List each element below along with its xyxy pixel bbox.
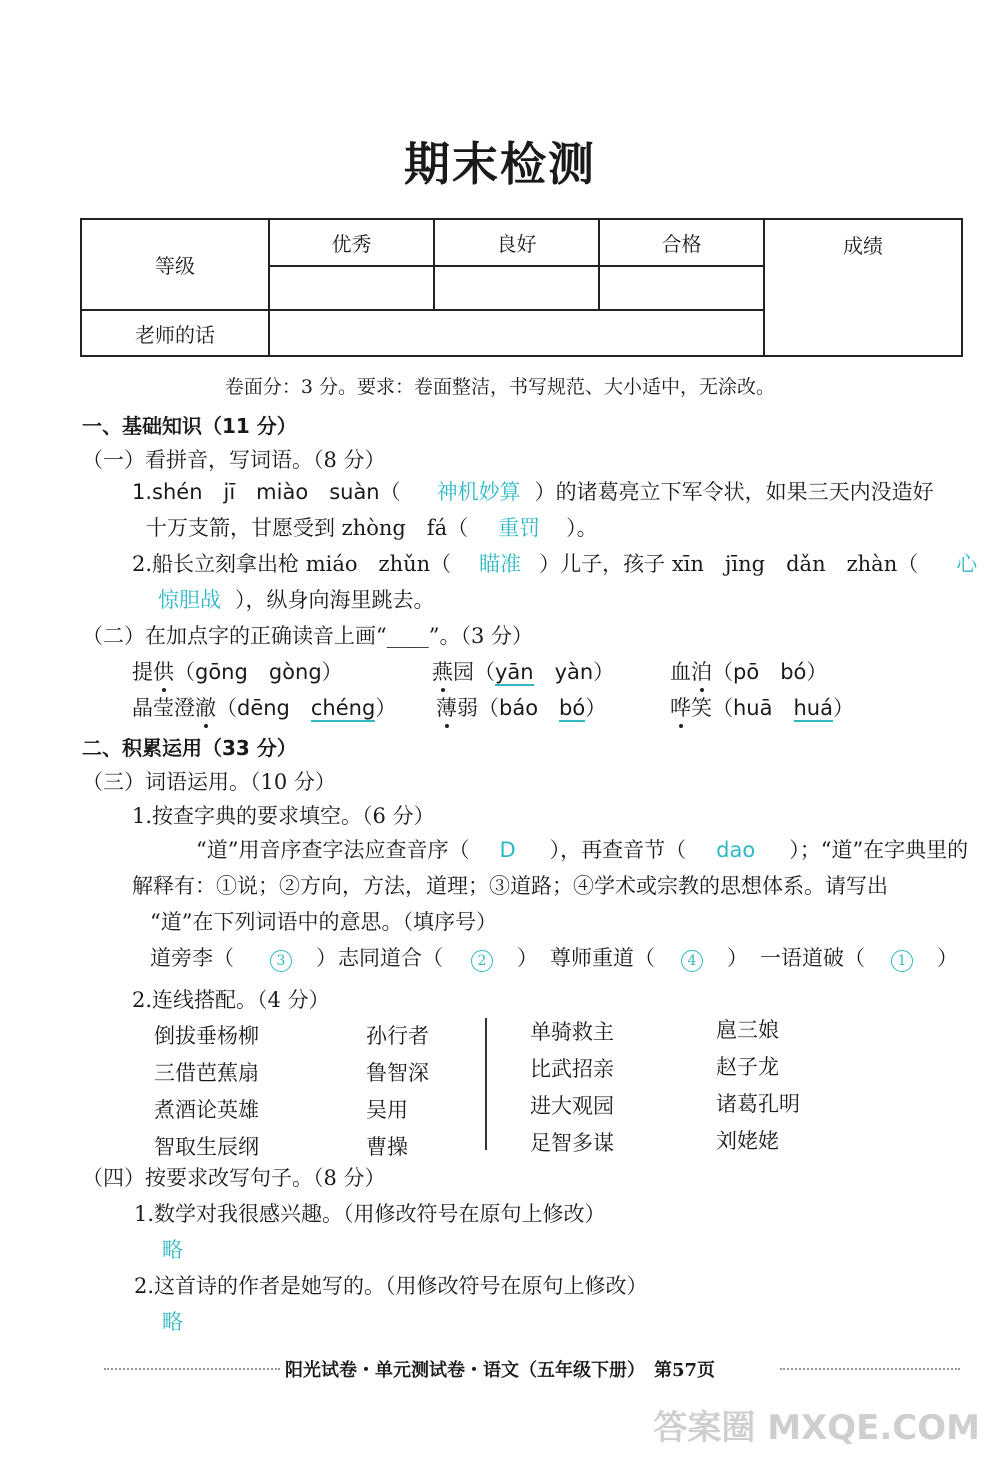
page-title: 期末检测 [404,137,596,191]
answer-6: dao [716,838,756,862]
q4-2-answer: 略 [162,1310,183,1334]
match-item[interactable]: 孙行者 [366,1024,429,1048]
word-2: 志同道合（ 2 ） [338,946,538,970]
match-left-col-b [366,1018,429,1166]
match-item[interactable]: 赵子龙 [716,1055,779,1079]
q4-title: （四）按要求改写句子。（8 分） [82,1166,386,1190]
teacher-words-label: 老师的话 [81,310,269,356]
match-item[interactable]: 倒拔垂杨柳 [154,1024,259,1048]
page-footer: 阳光试卷・单元测试卷・语文（五年级下册） 第57页 [284,1360,716,1381]
q2-item-6: 哗笑（huā huá） [670,692,854,722]
good-header: 良好 [434,219,599,266]
q1-1-line-a: 1.shén jī miào suàn（ 神机妙算 ）的诸葛亮立下军令状，如果三天内没造好 [132,480,934,504]
answer-1: 神机妙算 [436,480,521,504]
grade-table [80,218,963,357]
match-item[interactable]: 吴用 [366,1098,408,1122]
watermark: 答案圈 MXQE.COM [653,1408,980,1448]
word-1: 道旁李（ 3 ） [150,946,337,970]
match-item[interactable]: 煮酒论英雄 [154,1098,259,1122]
q3-1-title: 1.按查字典的要求填空。（6 分） [132,804,435,828]
q1-2-line-a: 2.船长立刻拿出枪 miáo zhǔn（ 瞄准 ）儿子，孩子 xīn jīng dǎn zhàn（ 心 [132,552,978,576]
excellent-header: 优秀 [269,219,434,266]
q3-1-line-a: “道”用音序查字法应查音序（ D ），再查音节（ dao ）；“道”在字典里的 [196,838,969,862]
q2-item-4: 晶莹澄澈（dēng chéng） [132,692,396,722]
answer-4a: 心 [956,552,978,576]
level-label: 等级 [81,219,269,310]
match-item[interactable]: 扈三娘 [716,1018,779,1042]
q1-2-line-b: 惊胆战 ），纵身向海里跳去。 [158,588,435,612]
match-item[interactable]: 鲁智深 [366,1061,429,1085]
q3-1-line-b: 解释有：①说；②方向，方法，道理；③道路；④学术或宗教的思想体系。请写出 [132,874,888,898]
teacher-words-cell[interactable] [269,310,764,356]
match-right-col-a [530,1014,614,1162]
q2-item-1: 提供（gōng gòng） [132,656,343,686]
q4-2-text: 2.这首诗的作者是她写的。（用修改符号在原句上修改） [134,1274,648,1298]
match-item[interactable]: 智取生辰纲 [154,1135,259,1159]
section-1-heading: 一、基础知识（11 分） [82,414,297,438]
match-item[interactable]: 曹操 [366,1135,408,1159]
q4-1-text: 1.数学对我很感兴趣。（用修改符号在原句上修改） [134,1202,606,1226]
q4-1-answer: 略 [162,1238,183,1262]
q2-title: （二）在加点字的正确读音上画“____”。（3 分） [82,624,534,648]
excellent-cell[interactable] [269,266,434,311]
match-item[interactable]: 进大观园 [530,1094,614,1118]
q1-title: （一）看拼音，写词语。（8 分） [82,448,386,472]
q1-1-line-b: 十万支箭，甘愿受到 zhòng fá（ 重罚 ）。 [146,516,598,540]
q3-title: （三）词语运用。（10 分） [82,770,336,794]
q2-item-3: 血泊（pō bó） [670,656,827,686]
pass-header: 合格 [599,219,764,266]
match-item[interactable]: 三借芭蕉扇 [154,1061,259,1085]
q3-1-line-c: “道”在下列词语中的意思。（填序号） [150,910,497,934]
answer-3: 瞄准 [479,552,522,576]
good-cell[interactable] [434,266,599,311]
pass-cell[interactable] [599,266,764,311]
match-item[interactable]: 诸葛孔明 [716,1092,800,1116]
match-item[interactable]: 单骑救主 [530,1020,614,1044]
answer-4b: 惊胆战 [158,588,221,612]
word-4: 一语道破（ 1 ） [760,946,958,970]
match-item[interactable]: 足智多谋 [530,1131,614,1155]
neat-note: 卷面分：3 分。要求：卷面整洁，书写规范、大小适中，无涂改。 [224,376,776,398]
match-left-col-a [154,1018,259,1166]
word-3: 尊师重道（ 4 ） [550,946,748,970]
match-divider [485,1018,487,1150]
q3-2-title: 2.连线搭配。（4 分） [132,988,330,1012]
answer-2: 重罚 [498,516,541,540]
q2-item-2: 燕园（yān yàn） [432,656,614,686]
match-item[interactable]: 比武招亲 [530,1057,614,1081]
match-right-col-b [716,1012,800,1160]
answer-5: D [499,838,516,862]
match-item[interactable]: 刘姥姥 [716,1129,779,1153]
score-header: 成绩 [764,219,962,356]
section-2-heading: 二、积累运用（33 分） [82,736,297,760]
q2-item-5: 薄弱（báo bó） [436,692,606,722]
